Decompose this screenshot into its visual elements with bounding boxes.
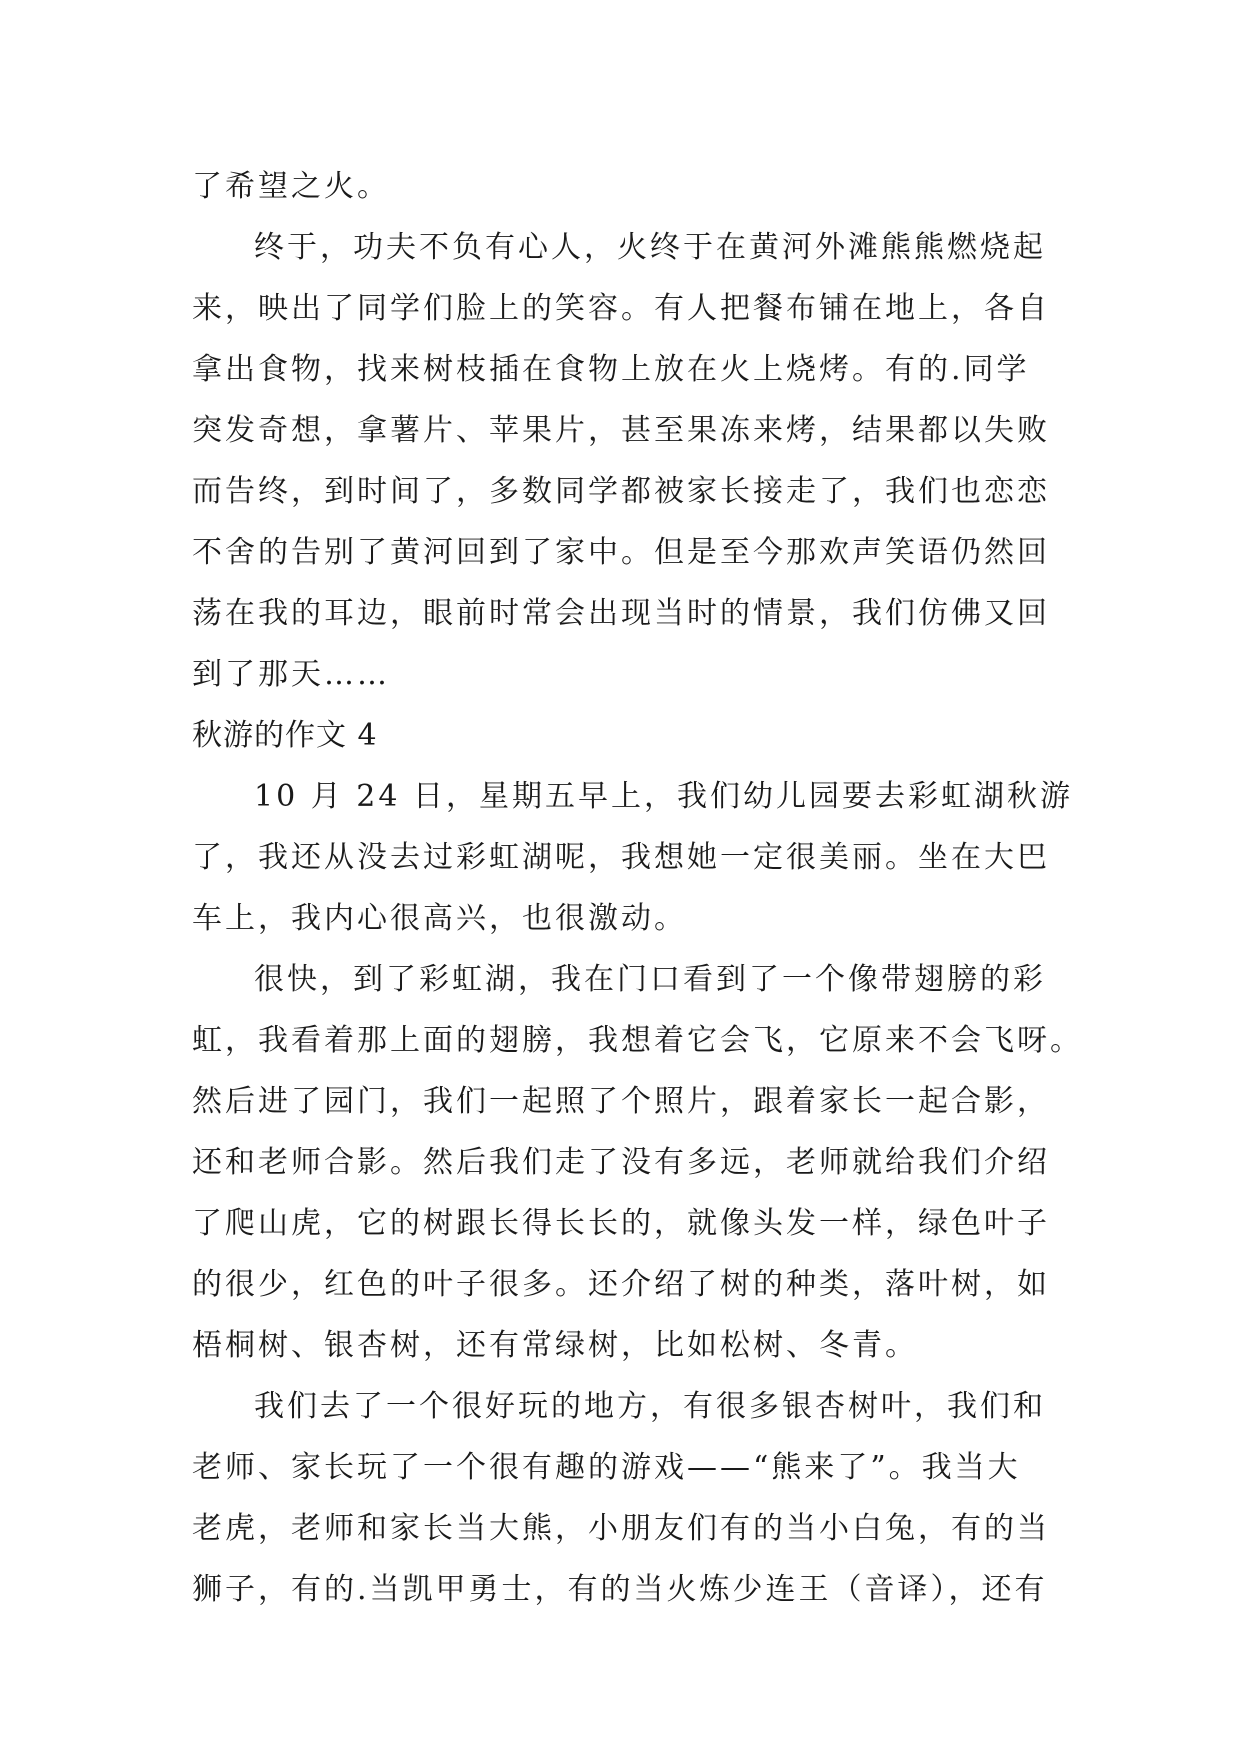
text-line: 来，映出了同学们脸上的笑容。有人把餐布铺在地上，各自 <box>192 291 1050 326</box>
text-line: 虹，我看着那上面的翅膀，我想着它会飞，它原来不会飞呀。 <box>192 1023 1083 1058</box>
text-line: 荡在我的耳边，眼前时常会出现当时的情景，我们仿佛又回 <box>192 596 1050 631</box>
text-line: 狮子，有的.当凯甲勇士，有的当火炼少连王（音译），还有 <box>192 1572 1048 1607</box>
text-line: 车上，我内心很高兴，也很激动。 <box>192 901 687 936</box>
text-line: 了，我还从没去过彩虹湖呢，我想她一定很美丽。坐在大巴 <box>192 840 1050 875</box>
text-line: 了爬山虎，它的树跟长得长长的，就像头发一样，绿色叶子 <box>192 1206 1050 1241</box>
text-line: 10 月 24 日，星期五早上，我们幼儿园要去彩虹湖秋游 <box>254 779 1073 814</box>
text-line: 了希望之火。 <box>192 169 390 204</box>
document-body <box>192 156 1083 1620</box>
text-line: 我们去了一个很好玩的地方，有很多银杏树叶，我们和 <box>254 1389 1046 1424</box>
text-line: 然后进了园门，我们一起照了个照片，跟着家长一起合影， <box>192 1084 1050 1119</box>
text-line: 到了那天…… <box>192 657 390 692</box>
text-line: 老虎，老师和家长当大熊，小朋友们有的当小白兔，有的当 <box>192 1511 1050 1546</box>
section-heading: 秋游的作文 4 <box>192 718 378 753</box>
text-line: 终于，功夫不负有心人，火终于在黄河外滩熊熊燃烧起 <box>254 230 1046 265</box>
text-line: 很快，到了彩虹湖，我在门口看到了一个像带翅膀的彩 <box>254 962 1046 997</box>
text-line: 梧桐树、银杏树，还有常绿树，比如松树、冬青。 <box>192 1328 918 1363</box>
text-line: 还和老师合影。然后我们走了没有多远，老师就给我们介绍 <box>192 1145 1050 1180</box>
text-line: 拿出食物，找来树枝插在食物上放在火上烧烤。有的.同学 <box>192 352 1030 387</box>
text-line: 老师、家长玩了一个很有趣的游戏——“熊来了”。我当大 <box>192 1450 1021 1485</box>
text-line: 不舍的告别了黄河回到了家中。但是至今那欢声笑语仍然回 <box>192 535 1050 570</box>
text-line: 的很少，红色的叶子很多。还介绍了树的种类，落叶树，如 <box>192 1267 1050 1302</box>
text-line: 突发奇想，拿薯片、苹果片，甚至果冻来烤，结果都以失败 <box>192 413 1050 448</box>
text-line: 而告终，到时间了，多数同学都被家长接走了，我们也恋恋 <box>192 474 1050 509</box>
